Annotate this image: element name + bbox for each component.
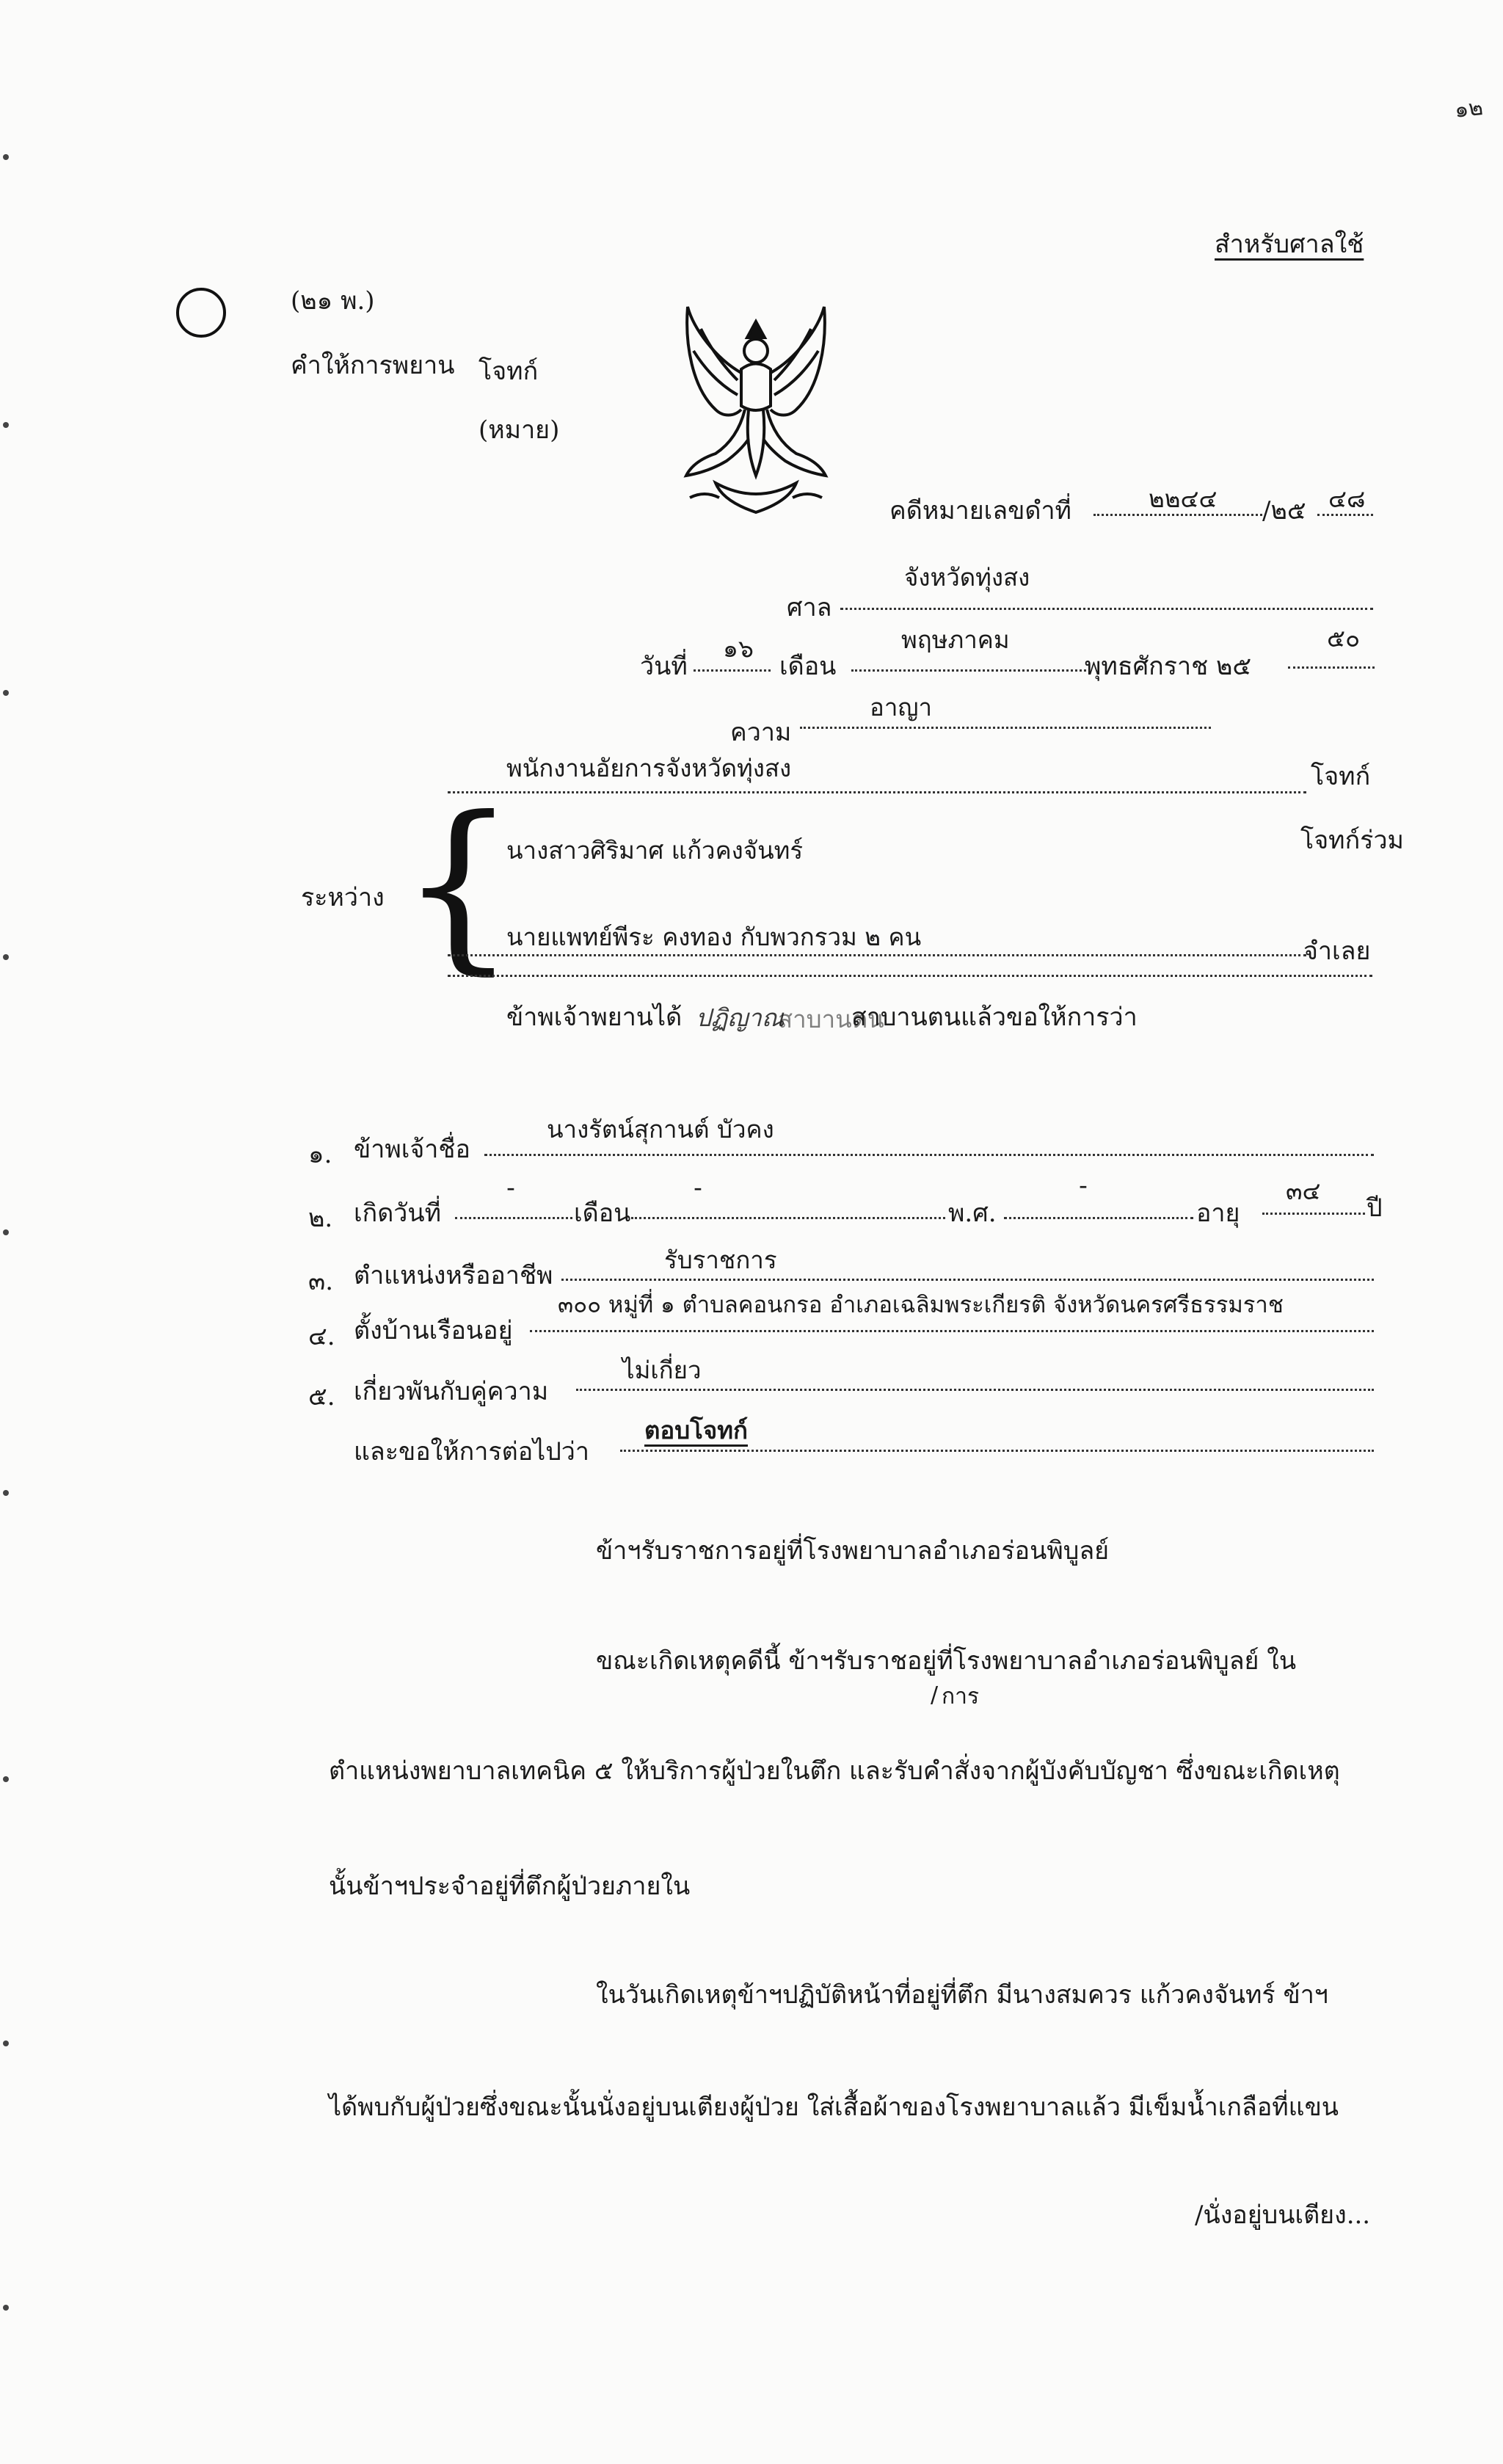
field-2-era-label: พ.ศ. [948, 1199, 997, 1228]
punch-hole [176, 288, 226, 338]
scan-speck [3, 154, 9, 160]
plaintiff-role: โจทก์ [1311, 762, 1371, 791]
plaintiff-name: พนักงานอัยการจังหวัดทุ่งสง [506, 754, 792, 782]
scan-speck [3, 1776, 9, 1782]
field-2-age-label: อายุ [1196, 1199, 1240, 1228]
garuda-emblem [672, 299, 840, 520]
court-use-label: สำหรับศาลใช้ [1215, 230, 1364, 259]
scan-speck [3, 1490, 9, 1496]
field-2-month-value: - [694, 1173, 702, 1202]
body-para-5: ในวันเกิดเหตุข้าฯปฏิบัติหน้าที่อยู่ที่ตึก มีนางสมควร แก้วคงจันทร์ ข้าฯ [596, 1980, 1328, 2010]
matter-label: ความ [730, 718, 792, 747]
scan-speck [3, 2305, 9, 2311]
scan-speck [3, 2040, 9, 2046]
day-value: ๑๖ [723, 634, 754, 663]
field-5-value: ไม่เกี่ยว [622, 1356, 702, 1384]
field-2-era-value: - [1079, 1171, 1088, 1199]
field-1-num: ๑. [308, 1140, 332, 1169]
month-value: พฤษภาคม [901, 625, 1010, 654]
court-label: ศาล [787, 593, 832, 622]
oath-overlap: ปฏิญาณ [696, 1003, 785, 1032]
field-3-label: ตำแหน่งหรืออาชีพ [354, 1261, 553, 1290]
body-para-1: ข้าฯรับราชการอยู่ที่โรงพยาบาลอำเภอร่อนพิบูลย์ [596, 1536, 1110, 1566]
co-plaintiff-name: นางสาวศิริมาศ แก้วคงจันทร์ [506, 836, 804, 865]
court-value: จังหวัดทุ่งสง [904, 563, 1030, 592]
field-4-label: ตั้งบ้านเรือนอยู่ [354, 1316, 513, 1345]
case-year-value: ๔๘ [1328, 484, 1366, 513]
body-para-3: ตำแหน่งพยาบาลเทคนิค ๕ ให้บริการผู้ป่วยในตึก และรับคำสั่งจากผู้บังคับบัญชา ซึ่งขณะเกิดเหตุ [329, 1756, 1340, 1786]
field-4-num: ๔. [308, 1322, 335, 1351]
party-brace: { [400, 777, 517, 991]
defendant-name: นายแพทย์พีระ คงทอง กับพวกรวม ๒ คน [506, 923, 922, 951]
field-2-day: - [506, 1173, 515, 1202]
date-label: วันที่ [640, 652, 688, 681]
witness-party: โจทก์ [478, 357, 539, 386]
field-5-label: เกี่ยวพันกับคู่ความ [354, 1377, 549, 1406]
field-1-label: ข้าพเจ้าชื่อ [354, 1135, 470, 1164]
continued-marker: /นั่งอยู่บนเตียง... [1195, 2200, 1371, 2230]
field-4-value: ๓๐๐ หมู่ที่ ๑ ตำบลคอนกรอ อำเภอเฉลิมพระเกียรติ จังหวัดนครศรีธรรมราช [558, 1292, 1284, 1318]
co-plaintiff-role: โจทก์ร่วม [1300, 826, 1404, 855]
body-para-2: ขณะเกิดเหตุคดีนี้ ข้าฯรับราชอยู่ที่โรงพยาบาลอำเภอร่อนพิบูลย์ ใน [596, 1646, 1297, 1676]
continue-label: และขอให้การต่อไปว่า [354, 1437, 589, 1467]
scan-speck [3, 1229, 9, 1235]
field-3-num: ๓. [308, 1267, 334, 1296]
oath-text-after: สาบานตนแล้วขอให้การว่า [851, 1003, 1138, 1032]
oath-overlap-2: สาบานตน [778, 1005, 884, 1033]
scan-speck [3, 954, 9, 960]
scan-speck [3, 422, 9, 428]
body-insert: การ [942, 1684, 980, 1709]
body-para-6: ได้พบกับผู้ป่วยซึ่งขณะนั้นนั่งอยู่บนเตียงผู้ป่วย ใส่เสื้อผ้าของโรงพยาบาลแล้ว มีเข็มน้ำเกลือที่แขน [329, 2093, 1339, 2122]
month-label: เดือน [779, 652, 837, 681]
case-year-prefix: /๒๕ [1262, 496, 1306, 526]
year-tail: ๕๐ [1327, 624, 1361, 653]
oath-text-before: ข้าพเจ้าพยานได้ [506, 1003, 683, 1032]
field-2-label: เกิดวันที่ [354, 1199, 442, 1228]
field-2-age-value: ๓๔ [1286, 1177, 1321, 1205]
body-insert-mark: / [931, 1682, 939, 1708]
form-title: คำให้การพยาน [291, 351, 455, 380]
defendant-role: จำเลย [1303, 937, 1371, 966]
field-5-num: ๕. [308, 1382, 335, 1411]
body-para-4: นั้นข้าฯประจำอยู่ที่ตึกผู้ป่วยภายใน [329, 1872, 691, 1901]
scan-speck [3, 690, 9, 696]
page-mark: ๑๒ [1453, 95, 1485, 123]
case-number-label: คดีหมายเลขดำที่ [889, 496, 1071, 526]
form-code: (๒๑ พ.) [291, 286, 375, 316]
era-label: พุทธศักราช ๒๕ [1085, 652, 1252, 681]
field-1-value: นางรัตน์สุกานต์ บัวคง [547, 1115, 774, 1144]
field-3-value: รับราชการ [664, 1246, 777, 1274]
continue-value: ตอบโจทก์ [644, 1416, 748, 1444]
field-2-month-label: เดือน [574, 1199, 631, 1228]
case-number-value: ๒๒๔๔ [1149, 484, 1218, 513]
field-2-age-unit: ปี [1366, 1193, 1383, 1223]
field-2-num: ๒. [308, 1204, 333, 1233]
matter-value: อาญา [870, 693, 932, 722]
between-label: ระหว่าง [301, 883, 385, 912]
exhibit-mark: (หมาย) [478, 415, 560, 445]
